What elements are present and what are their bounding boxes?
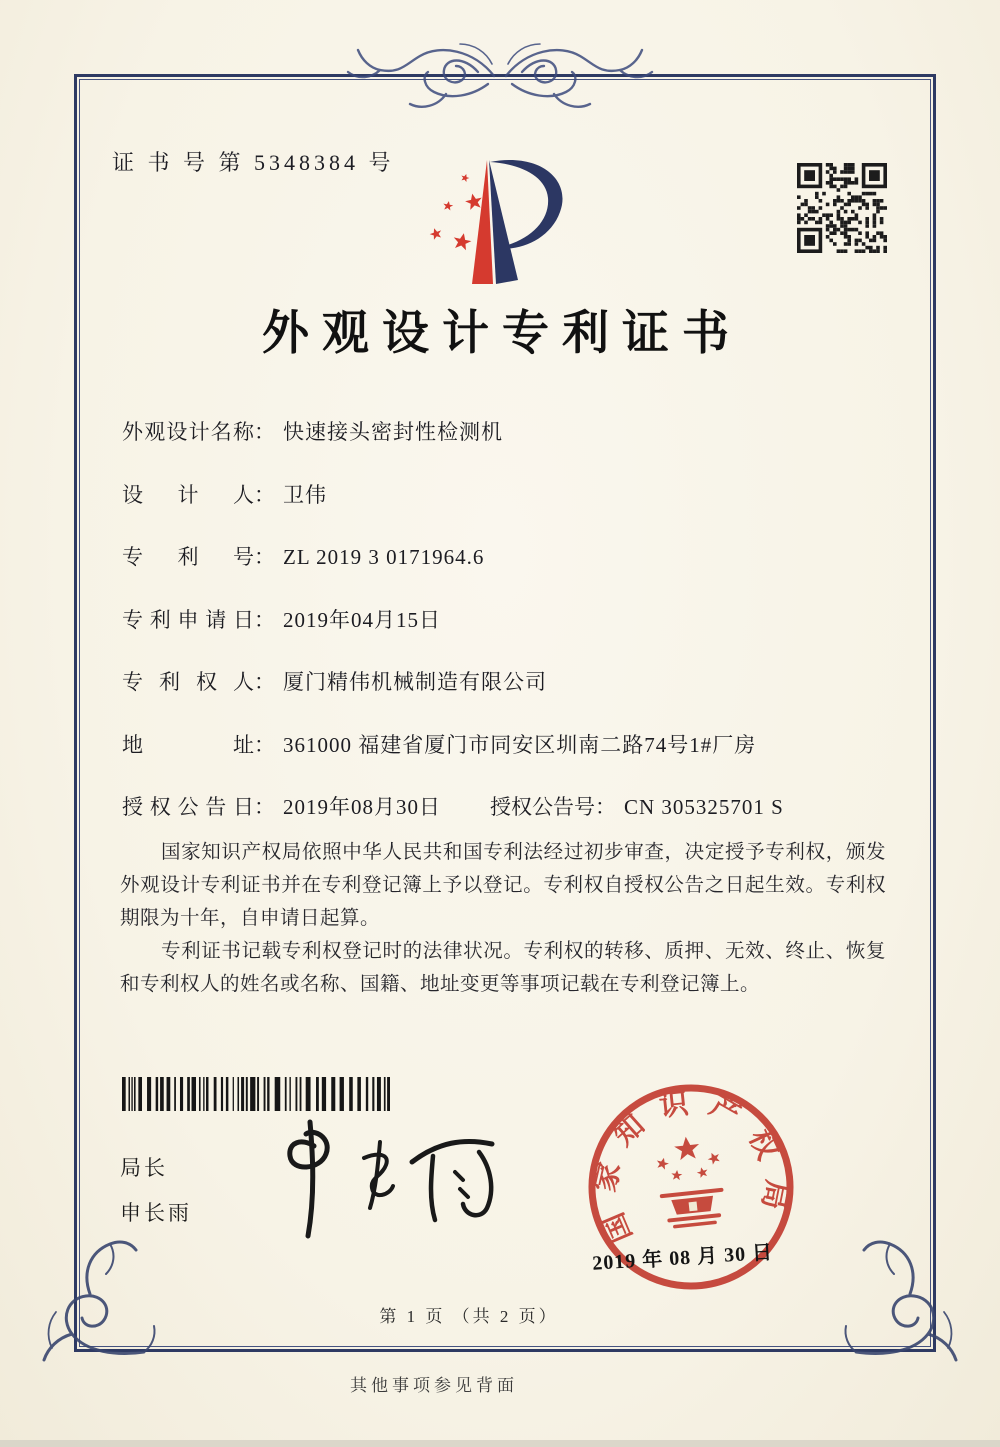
officer-name: 申长雨 (120, 1202, 192, 1225)
grant-number-group: 授权公告号： CN 305325701 S (490, 795, 784, 819)
reverse-side-note: 其他事项参见背面 (350, 1376, 518, 1395)
seal-date: 2019 年 08 月 30 日 (591, 1241, 774, 1275)
field-application-date: 专利申请日： 2019年04月15日 (122, 604, 888, 667)
grant-date-value: 2019年08月30日 (283, 795, 441, 819)
top-center-ornament (340, 35, 660, 121)
grant-date-label: 授权公告日 (122, 795, 254, 819)
grant-number-label: 授权公告号 (490, 795, 595, 819)
field-address: 地址： 361000 福建省厦门市同安区圳南二路74号1#厂房 (122, 729, 888, 792)
certificate-title: 外观设计专利证书 (262, 308, 742, 360)
scan-edge-shadow (0, 1440, 1000, 1447)
field-label: 外观设计名称 (122, 420, 254, 444)
field-label: 地址 (122, 732, 254, 757)
field-value: 361000 福建省厦门市同安区圳南二路74号1#厂房 (283, 732, 757, 757)
field-value: 快速接头密封性检测机 (283, 420, 503, 444)
page-indicator: 第 1 页 （共 2 页） (379, 1307, 559, 1326)
officer-block (120, 1146, 192, 1236)
field-label: 专利权人 (122, 670, 254, 694)
signature-autograph (252, 1116, 532, 1244)
certificate-fields (122, 416, 888, 854)
field-label: 专利号 (122, 545, 254, 569)
field-patent-number: 专利号： ZL 2019 3 0171964.6 (122, 541, 888, 604)
field-design-name: 外观设计名称： 快速接头密封性检测机 (122, 416, 888, 479)
svg-text:国家知识产权局 (580, 1077, 798, 1249)
field-value: 2019年04月15日 (283, 607, 441, 632)
field-grant-row: 授权公告日： 2019年08月30日 授权公告号： CN 305325701 S (122, 791, 888, 854)
legal-paragraph-1: 国家知识产权局依照中华人民共和国专利法经过初步审查，决定授予专利权，颁发外观设计专利证书并在专利登记簿上予以登记。专利权自授权公告之日起生效。专利权期限为十年，自申请日起算。 (120, 842, 886, 929)
field-patentee: 专利权人： 厦门精伟机械制造有限公司 (122, 666, 888, 729)
certificate-number: 证 书 号 第 5348384 号 (112, 150, 395, 175)
corner-flourish-bottom-right (840, 1234, 974, 1368)
national-emblem-icon (652, 1133, 728, 1230)
field-label: 设计人 (122, 482, 254, 507)
field-value: 卫伟 (283, 482, 327, 507)
seal-ring-text: 国家知识产权局 (589, 1086, 793, 1248)
grant-number-value: CN 305325701 S (624, 795, 784, 819)
field-value: 厦门精伟机械制造有限公司 (283, 670, 547, 694)
corner-flourish-bottom-left (26, 1234, 160, 1368)
barcode (122, 1077, 390, 1111)
field-designer: 设计人： 卫伟 (122, 479, 888, 542)
field-label: 专利申请日 (122, 607, 254, 632)
qr-code (797, 163, 887, 253)
cnipa-logo-icon (408, 150, 578, 298)
legal-paragraph-2: 专利证书记载专利权登记时的法律状况。专利权的转移、质押、无效、终止、恢复和专利权人的姓名或名称、国籍、地址变更等事项记载在专利登记簿上。 (120, 941, 886, 995)
field-value: ZL 2019 3 0171964.6 (283, 545, 485, 569)
officer-title: 局长 (120, 1157, 168, 1180)
legal-text (120, 836, 886, 1001)
